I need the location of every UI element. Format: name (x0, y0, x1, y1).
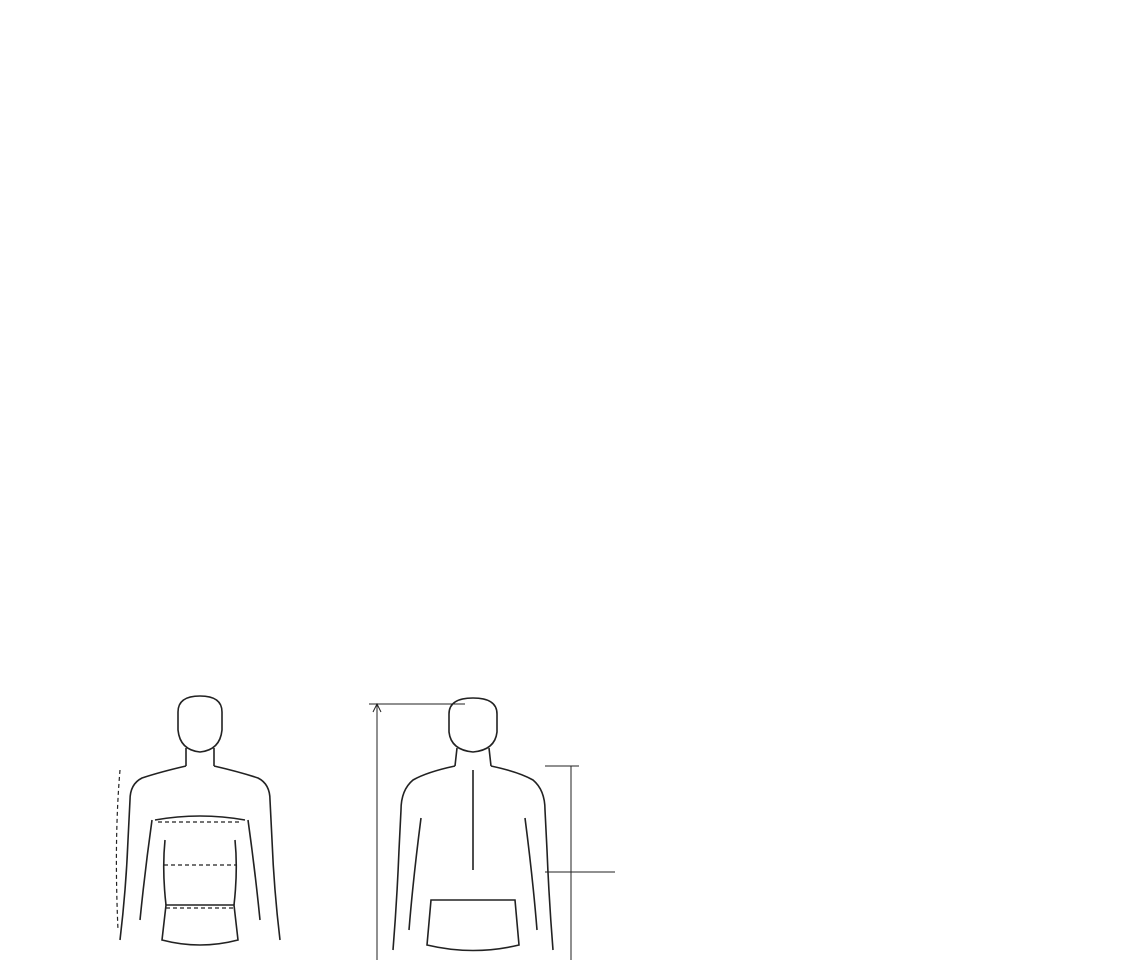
front-arm-measure-line (116, 770, 120, 930)
front-chest-line (155, 816, 245, 820)
back-head-outline (449, 698, 497, 752)
back-pants-outline (427, 900, 519, 951)
front-neck-outline (186, 748, 214, 766)
front-pants-outline (162, 905, 238, 945)
front-body-diagram (100, 690, 300, 960)
front-waist-lines (164, 840, 237, 905)
front-head-outline (178, 696, 222, 752)
back-neck-outline (455, 748, 491, 766)
front-torso-outline (120, 766, 280, 940)
back-body-diagram (365, 690, 625, 960)
